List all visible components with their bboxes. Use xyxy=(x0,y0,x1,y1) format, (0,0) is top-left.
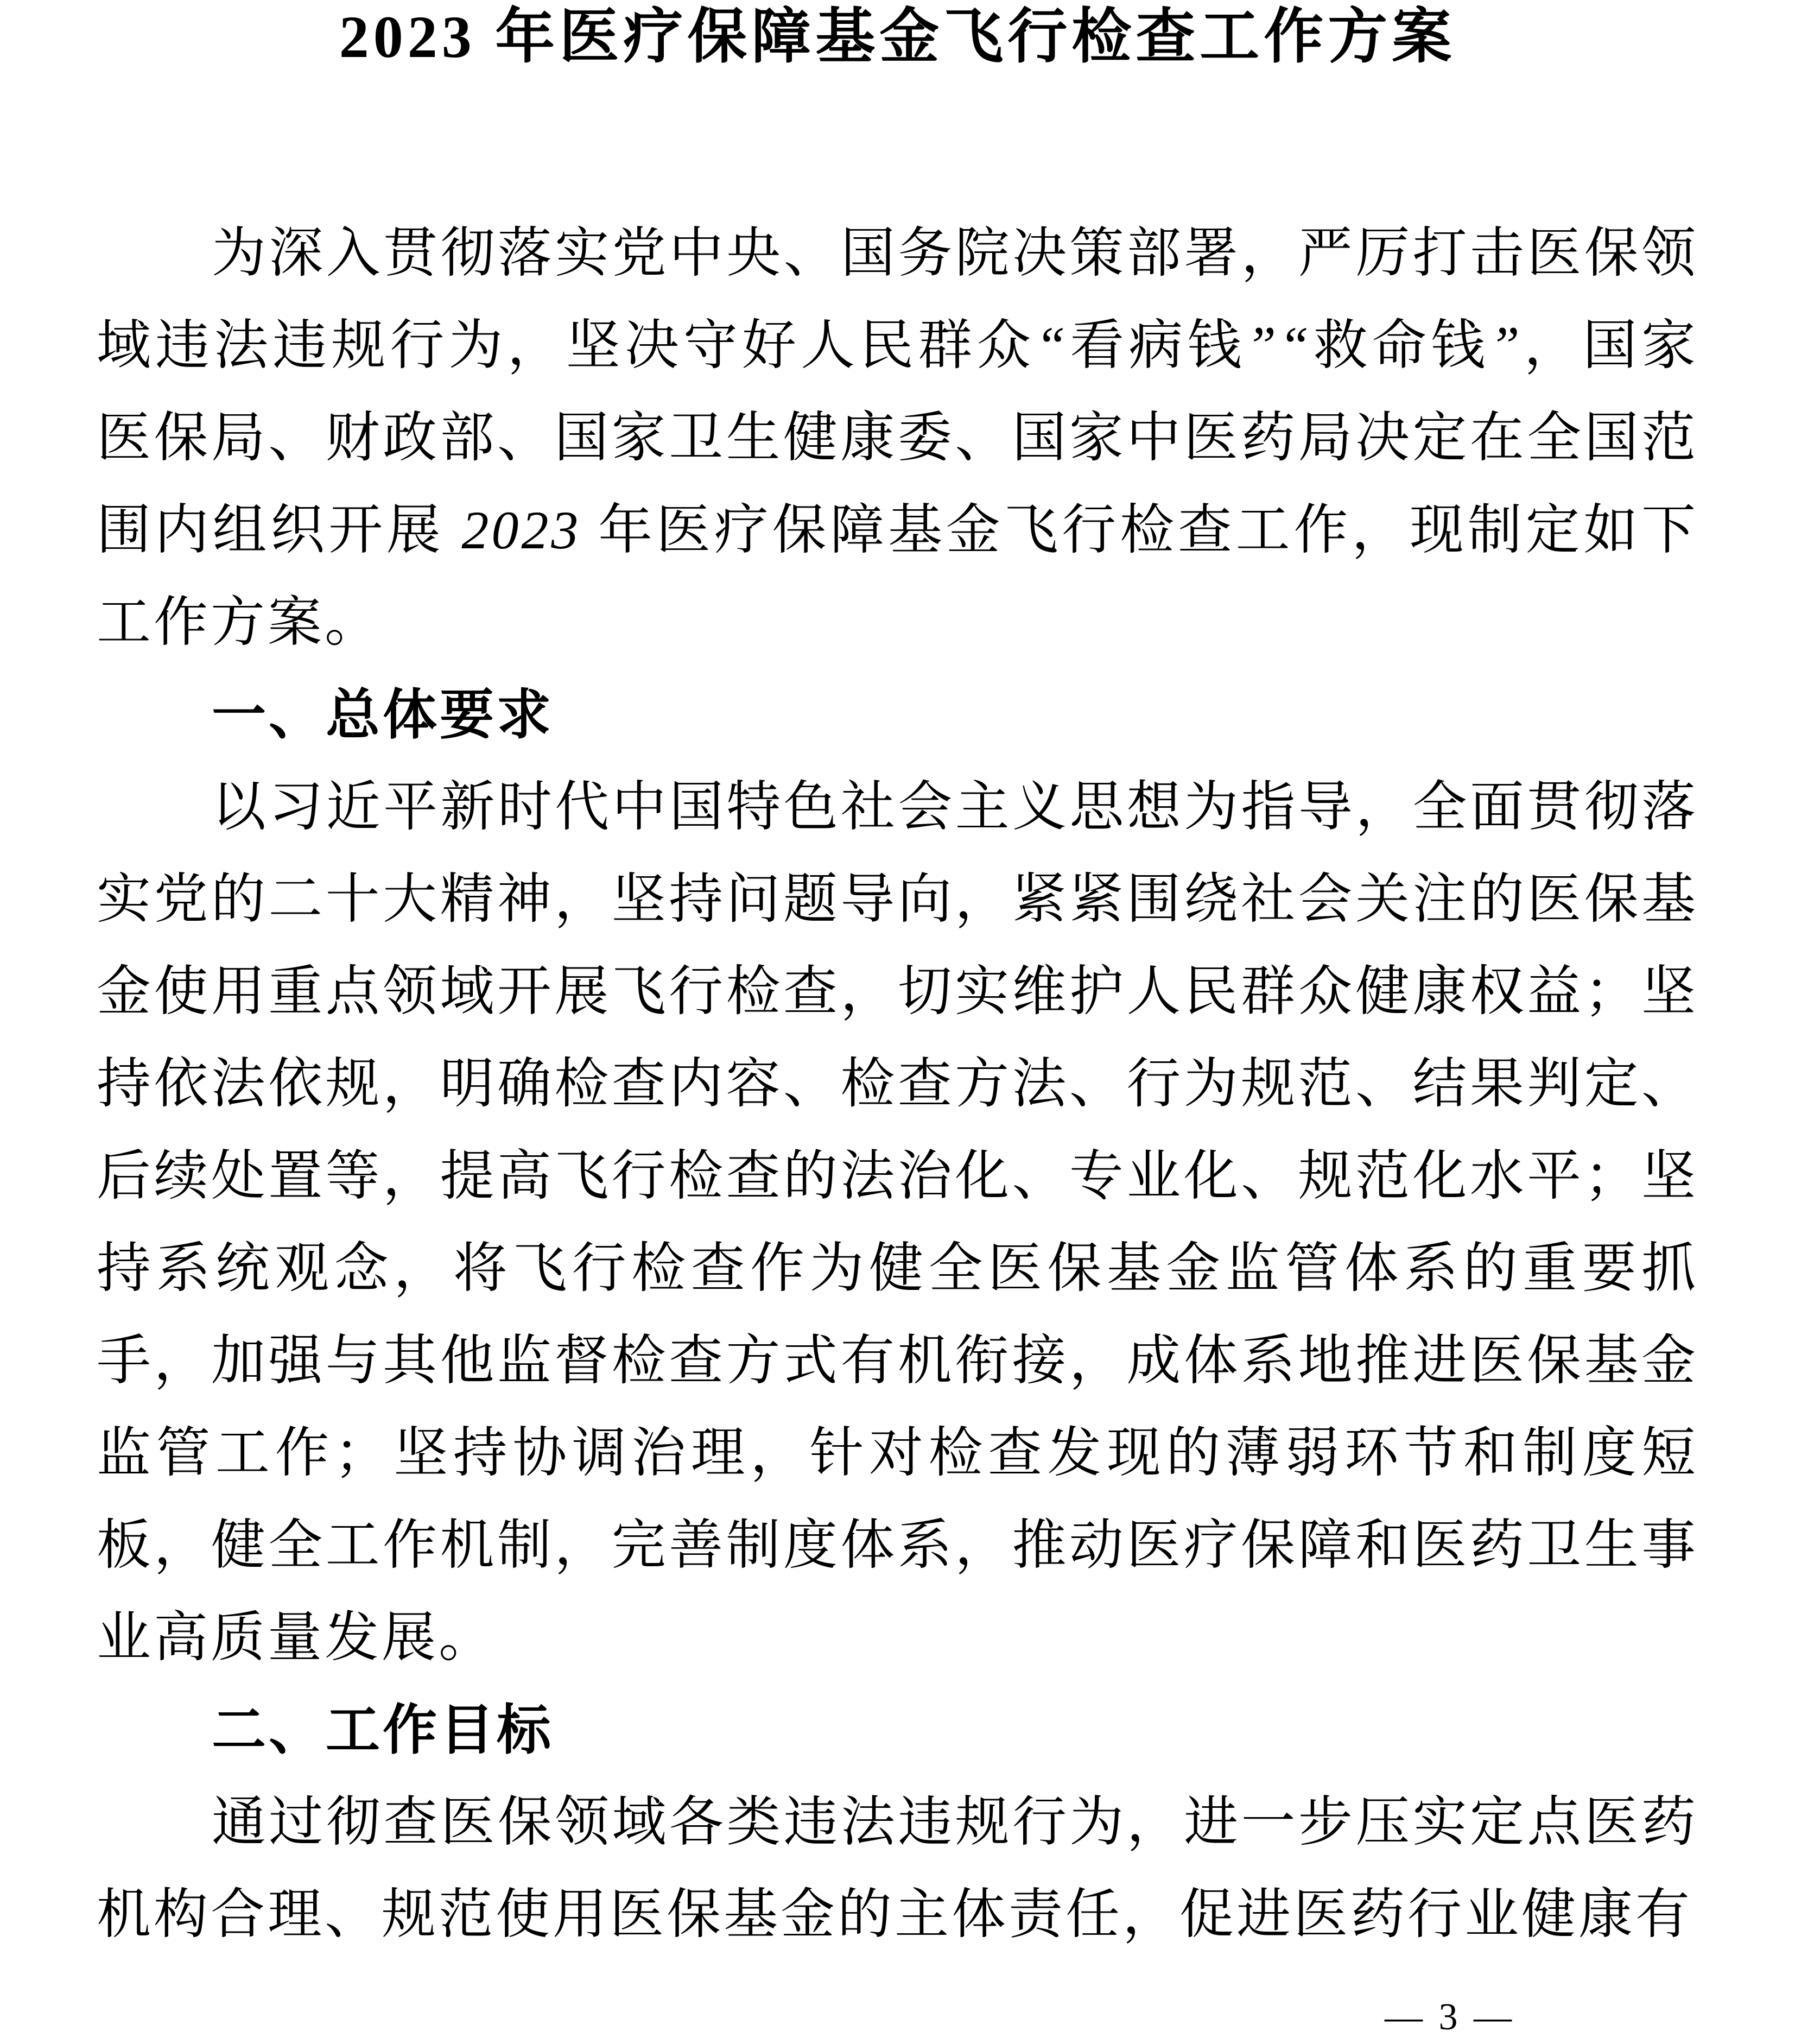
paragraph-intro: 为深入贯彻落实党中央、国务院决策部署，严厉打击医保领域违法违规行为，坚决守好人民群众“看病钱”“救命钱”，国家医保局、财政部、国家卫生健康委、国家中医药局决定在全国范围内组织开展 2023 年医疗保障基金飞行检查工作，现制定如下工作方案。 xyxy=(97,223,1698,653)
document-title: 2023 年医疗保障基金飞行检查工作方案 xyxy=(339,4,1456,70)
page-number: — 3 — xyxy=(1385,1996,1515,2038)
paragraph-general-requirements: 以习近平新时代中国特色社会主义思想为指导，全面贯彻落实党的二十大精神，坚持问题导向，紧紧围绕社会关注的医保基金使用重点领域开展飞行检查，切实维护人民群众健康权益；坚持依法依规，明确检查内容、检查方法、行为规范、结果判定、后续处置等，提高飞行检查的法治化、专业化、规范化水平；坚持系统观念，将飞行检查作为健全医保基金监管体系的重要抓手，加强与其他监督检查方式有机衔接，成体系地推进医保基金监管工作；坚持协调治理，针对检查发现的薄弱环节和制度短板，健全工作机制，完善制度体系，推动医疗保障和医药卫生事业高质量发展。 xyxy=(97,776,1698,1668)
paragraph-work-goals: 通过彻查医保领域各类违法违规行为，进一步压实定点医药机构合理、规范使用医保基金的主体责任，促进医药行业健康有 xyxy=(97,1792,1698,1945)
heading-work-goals: 二、工作目标 xyxy=(212,1699,554,1761)
heading-general-requirements: 一、总体要求 xyxy=(212,684,554,745)
document-body xyxy=(97,207,1698,1961)
